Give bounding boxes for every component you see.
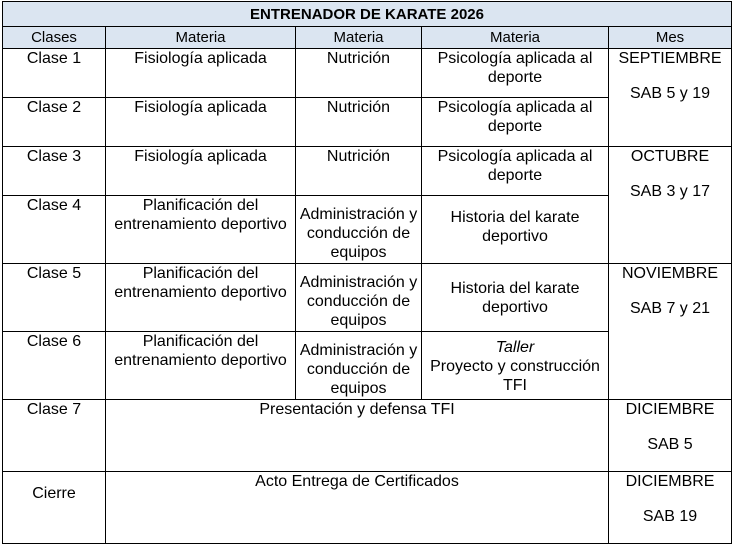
materia-1-cell: Planificación del entrenamiento deportivo <box>106 332 296 400</box>
materia-3-cell <box>422 332 609 400</box>
month-cell-october <box>609 147 732 264</box>
month-cell-december-1 <box>609 400 732 472</box>
clase-label: Clase 2 <box>3 98 106 147</box>
month-name: NOVIEMBRE <box>622 265 719 282</box>
header-materia-3: Materia <box>422 27 609 49</box>
clase-label: Clase 4 <box>3 196 106 264</box>
month-dates: SAB 7 y 21 <box>629 300 711 317</box>
month-dates: SAB 19 <box>642 508 698 525</box>
merged-activity-cell: Presentación y defensa TFI <box>106 400 609 472</box>
table-row <box>3 472 732 544</box>
materia-2-cell: Nutrición <box>296 49 422 98</box>
materia-3-cell: Psicología aplicada al deporte <box>422 49 609 98</box>
header-clases: Clases <box>3 27 106 49</box>
materia-2-cell: Administración y conducción de equipos <box>296 264 422 332</box>
materia-2-cell: Administración y conducción de equipos <box>296 332 422 400</box>
clase-label: Clase 3 <box>3 147 106 196</box>
schedule-table <box>2 1 732 544</box>
table-title: ENTRENADOR DE KARATE 2026 <box>3 2 732 27</box>
taller-label: Taller <box>495 339 535 356</box>
clase-label: Cierre <box>3 472 106 544</box>
month-name: DICIEMBRE <box>625 401 715 418</box>
month-dates: SAB 5 <box>647 436 693 453</box>
clase-label: Clase 1 <box>3 49 106 98</box>
month-dates: SAB 3 y 17 <box>629 183 711 200</box>
materia-3-cell: Psicología aplicada al deporte <box>422 147 609 196</box>
clase-label: Clase 6 <box>3 332 106 400</box>
header-mes: Mes <box>609 27 732 49</box>
title-row <box>3 2 732 27</box>
taller-text: Proyecto y construcción TFI <box>430 358 600 394</box>
materia-3-cell: Historia del karate deportivo <box>422 196 609 264</box>
month-name: DICIEMBRE <box>625 473 715 490</box>
table-row <box>3 147 732 196</box>
table-row <box>3 49 732 98</box>
materia-3-cell: Psicología aplicada al deporte <box>422 98 609 147</box>
header-materia-1: Materia <box>106 27 296 49</box>
materia-1-cell: Fisiología aplicada <box>106 49 296 98</box>
header-row <box>3 27 732 49</box>
materia-1-cell: Planificación del entrenamiento deportivo <box>106 196 296 264</box>
materia-2-cell: Administración y conducción de equipos <box>296 196 422 264</box>
month-dates: SAB 5 y 19 <box>629 85 711 102</box>
table-row <box>3 400 732 472</box>
month-name: SEPTIEMBRE <box>618 50 722 67</box>
month-cell-november <box>609 264 732 400</box>
materia-1-cell: Fisiología aplicada <box>106 147 296 196</box>
header-materia-2: Materia <box>296 27 422 49</box>
table-row <box>3 264 732 332</box>
merged-activity-cell: Acto Entrega de Certificados <box>106 472 609 544</box>
clase-label: Clase 5 <box>3 264 106 332</box>
materia-2-cell: Nutrición <box>296 147 422 196</box>
month-name: OCTUBRE <box>630 148 710 165</box>
materia-2-cell: Nutrición <box>296 98 422 147</box>
month-cell-december-2 <box>609 472 732 544</box>
clase-label: Clase 7 <box>3 400 106 472</box>
materia-3-cell: Historia del karate deportivo <box>422 264 609 332</box>
month-cell-september <box>609 49 732 147</box>
materia-1-cell: Fisiología aplicada <box>106 98 296 147</box>
materia-1-cell: Planificación del entrenamiento deportivo <box>106 264 296 332</box>
